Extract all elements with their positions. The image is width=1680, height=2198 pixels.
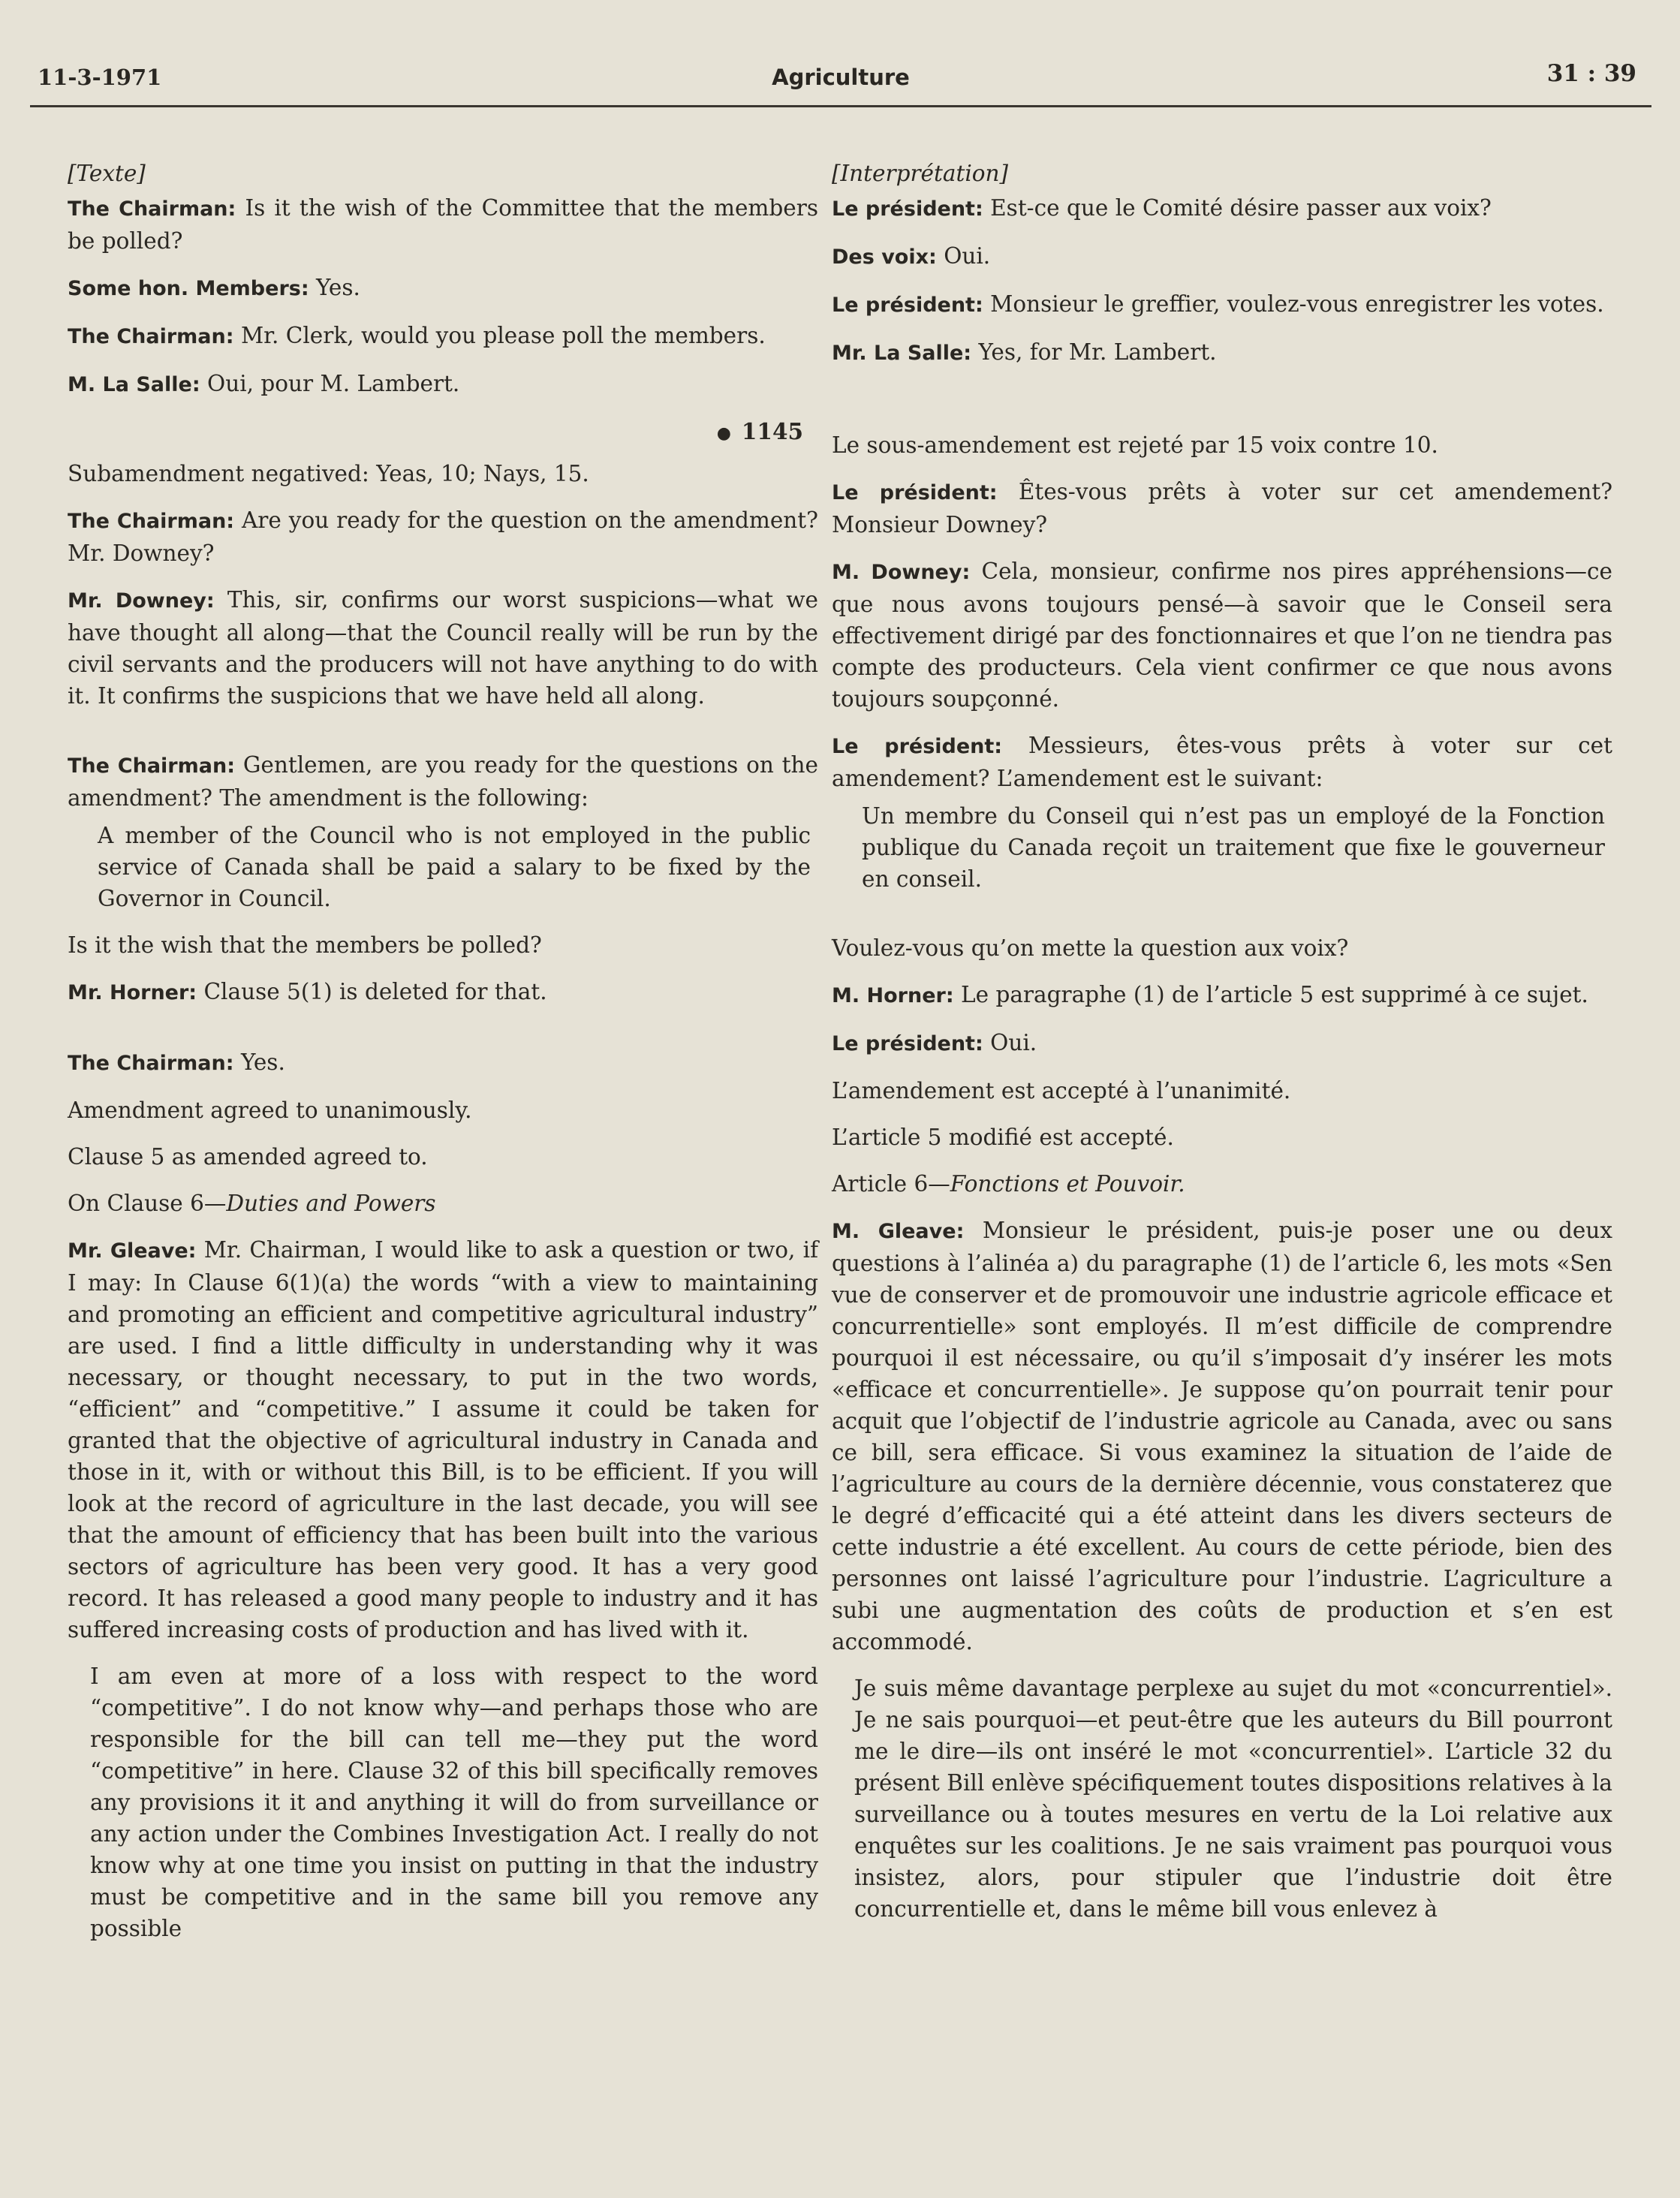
bullet-icon: ● xyxy=(716,423,731,443)
speaker: M. Horner: xyxy=(832,984,954,1007)
speech-text: Cela, monsieur, confirme nos pires appréhensions—ce que nous avons toujours pensé—à savoir que le Conseil sera effectivement dirigé par des fonctionnaires et que l’on ne tiendra pas compte des producteurs. Cela vient confirmer ce que nous avons toujours soupçonné. xyxy=(832,559,1612,712)
speech xyxy=(832,1215,1612,1658)
speaker: Some hon. Members: xyxy=(68,277,309,300)
speech-text: Est-ce que le Comité désire passer aux voix? xyxy=(983,195,1492,221)
speaker: Le président: xyxy=(832,735,1003,758)
speech-text: Oui. xyxy=(936,243,991,269)
amendment-quote: A member of the Council who is not employed in the public service of Canada shall be paid a salary to be fixed by the Governor in Council. xyxy=(98,823,811,911)
language-tag: [Texte] xyxy=(68,161,146,186)
english-column xyxy=(68,158,818,1959)
speech xyxy=(68,272,818,305)
speaker: Mr. Downey: xyxy=(68,589,215,613)
amendment-quote: Un membre du Conseil qui n’est pas un employé de la Fonction publique du Canada reçoit un traitement que fixe le gouverneur en conseil. xyxy=(862,803,1605,892)
speech xyxy=(832,476,1612,540)
speaker: Mr. La Salle: xyxy=(832,342,972,365)
speech xyxy=(832,336,1612,369)
speech xyxy=(68,1234,818,1645)
speech xyxy=(68,368,818,401)
speaker: The Chairman: xyxy=(68,1052,234,1075)
speech-text: Le paragraphe (1) de l’article 5 est supprimé à ce sujet. xyxy=(953,982,1588,1007)
speech-text: Yes, for Mr. Lambert. xyxy=(971,339,1217,365)
speech xyxy=(832,240,1612,273)
speaker: M. Downey: xyxy=(832,561,971,584)
speech-text: Yes. xyxy=(233,1049,285,1075)
header-page-number: 31 : 39 xyxy=(1546,60,1636,87)
speech-text: Are you ready for the question on the amendment? Mr. Downey? xyxy=(68,507,818,566)
speech xyxy=(832,288,1612,321)
speaker: The Chairman: xyxy=(68,510,235,533)
speech-text: Clause 5(1) is deleted for that. xyxy=(197,979,547,1004)
page-header xyxy=(38,60,1644,102)
paragraph: Je suis même davantage perplexe au sujet du mot «concurrentiel». Je ne sais pourquoi—et peut-être que les auteurs du Bill pourront me le dire—ils ont inséré le mot «concurrentiel». L’article 32 du présent Bill enlève spécifiquement toutes dispositions relatives à la surveillance ou à toutes mesures en vertu de la Loi relative aux enquêtes sur les coalitions. Je ne sais vraiment pas pourquoi vous insistez, alors, pour stipuler que l’industrie doit être concurrentielle et, dans le même bill vous enlevez à xyxy=(854,1676,1612,1922)
speech-text: Monsieur le greffier, voulez-vous enregistrer les votes. xyxy=(983,291,1604,317)
speech-text: Mr. Clerk, would you please poll the members. xyxy=(233,323,766,348)
speaker: Mr. Horner: xyxy=(68,981,197,1004)
speech-text: This, sir, confirms our worst suspicions—what we have thought all along—that the Council really will be run by the civil servants and the producers will not have anything to do with it. It confirms the suspicions that we have held all along. xyxy=(68,587,818,709)
speaker: Le président: xyxy=(832,1032,983,1055)
speech-text: Êtes-vous prêts à voter sur cet amendement? Monsieur Downey? xyxy=(832,479,1613,537)
poll-question: Voulez-vous qu’on mette la question aux voix? xyxy=(832,935,1349,961)
french-column xyxy=(832,158,1612,1940)
speech-text: Messieurs, êtes-vous prêts à voter sur cet amendement? L’amendement est le suivant: xyxy=(832,733,1612,791)
clause-heading: Article 6—Fonctions et Pouvoir. xyxy=(832,1171,1185,1197)
header-rule xyxy=(30,105,1651,107)
speech xyxy=(68,320,818,353)
clause-heading: On Clause 6—Duties and Powers xyxy=(68,1191,436,1216)
speaker: The Chairman: xyxy=(68,754,235,778)
speech xyxy=(68,192,818,257)
agreed-statement: L’article 5 modifié est accepté. xyxy=(832,1125,1174,1150)
paragraph: I am even at more of a loss with respect to the word “competitive”. I do not know why—and perhaps those who are responsible for the bill can tell me—they put the word “competitive” in here. Clause 32 of this bill specifically removes any provisions it it and anything it will do from surveillance or any action under the Combines Investigation Act. I really do not know why at one time you insist on putting in that the industry must be competitive and in the same bill you remove any possible xyxy=(90,1664,818,1941)
speaker: Le président: xyxy=(832,294,983,317)
speech xyxy=(832,192,1612,225)
speaker: The Chairman: xyxy=(68,325,234,348)
speech xyxy=(68,584,818,712)
agreed-statement: L’amendement est accepté à l’unanimité. xyxy=(832,1078,1291,1104)
speech xyxy=(832,1027,1612,1060)
speaker: Des voix: xyxy=(832,245,937,269)
speech xyxy=(832,979,1612,1012)
speaker: Mr. Gleave: xyxy=(68,1239,197,1263)
vote-result: Subamendment negatived: Yeas, 10; Nays, 15. xyxy=(68,461,589,486)
agreed-statement: Clause 5 as amended agreed to. xyxy=(68,1144,428,1170)
agreed-statement: Amendment agreed to unanimously. xyxy=(68,1097,472,1123)
speaker: M. Gleave: xyxy=(832,1220,965,1243)
speech-text: Oui, pour M. Lambert. xyxy=(200,371,460,396)
language-tag: [Interprétation] xyxy=(832,161,1009,186)
speech xyxy=(68,749,818,814)
speech-text: Monsieur le président, puis-je poser une ou deux questions à l’alinéa a) du paragraphe (1) de l’article 6, les mots «Sen vue de conserver et de promouvoir une industrie agricole efficace et concurrentielle» sont employés. Il m’est difficile de comprendre pourquoi il est nécessaire, ou qu’il s’imposait d’y insérer les mots «efficace et concurrentielle». Je suppose qu’on pourrait tenir pour acquit que l’objectif de l’industrie agricole au Canada, avec ou sans ce bill, sera efficace. Si vous examinez la situation de l’aide de l’agriculture au cours de la dernière décennie, vous constaterez que le degré d’efficacité qui a été atteint dans les divers secteurs de cette industrie a été excellent. Au cours de cette période, bien des personnes ont laissé l’agriculture pour l’industrie. L’agriculture a subi une augmentation des coûts de production et s’en est accommodé. xyxy=(832,1218,1613,1655)
vote-result: Le sous-amendement est rejeté par 15 voix contre 10. xyxy=(832,432,1438,458)
speech-text: Mr. Chairman, I would like to ask a question or two, if I may: In Clause 6(1)(a) the words “with a view to maintaining and promoting an efficient and competitive agricultural industry” are used. I find a little difficulty in understanding why it was necessary, or thought necessary, to put in the two words, “efficient” and “competitive.” I assume it could be taken for granted that the objective of agricultural industry in Canada and those in it, with or without this Bill, is to be efficient. If you will look at the record of agriculture in the last decade, you will see that the amount of efficiency that has been built into the various sectors of agriculture has been very good. It has a very good record. It has released a good many people to industry and it has suffered increasing costs of production and has lived with it. xyxy=(68,1237,818,1642)
speech xyxy=(68,1046,818,1079)
header-date: 11-3-1971 xyxy=(38,65,162,90)
speech-text: Yes. xyxy=(309,275,360,300)
speech xyxy=(832,556,1612,715)
speech xyxy=(68,504,818,569)
speech xyxy=(68,976,818,1009)
speaker: M. La Salle: xyxy=(68,373,200,396)
speech-text: Oui. xyxy=(983,1030,1037,1055)
speech-text: Gentlemen, are you ready for the questions on the amendment? The amendment is the following: xyxy=(68,752,818,811)
speaker: Le président: xyxy=(832,197,983,221)
timestamp: ● 1145 xyxy=(716,418,803,444)
speech-text: Is it the wish of the Committee that the members be polled? xyxy=(68,195,818,254)
speaker: Le président: xyxy=(832,481,998,504)
speech xyxy=(832,730,1612,794)
header-title: Agriculture xyxy=(772,65,910,90)
poll-question: Is it the wish that the members be polled? xyxy=(68,932,542,958)
speaker: The Chairman: xyxy=(68,197,236,221)
